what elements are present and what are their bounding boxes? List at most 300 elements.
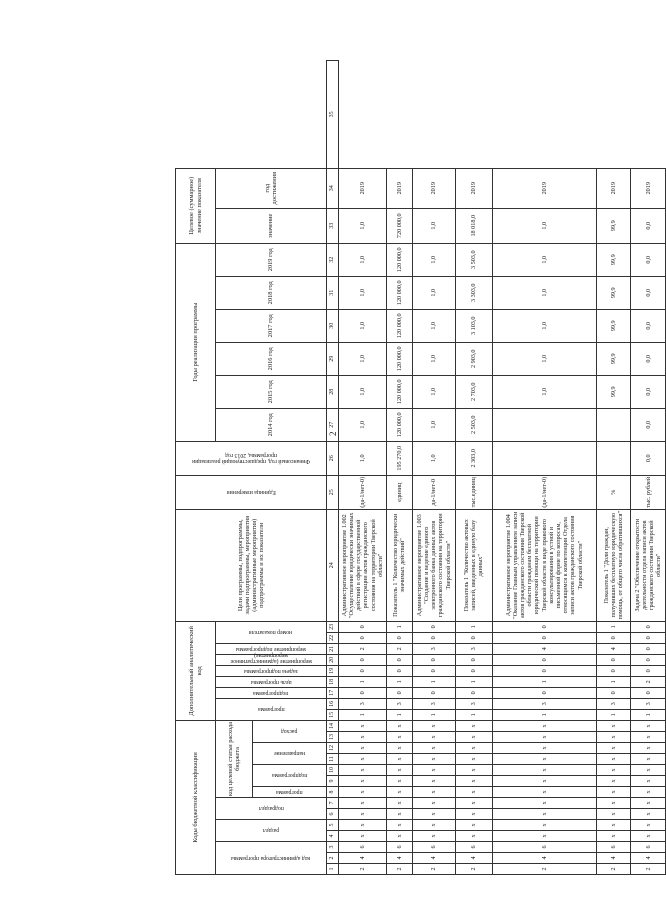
- code-cell: х: [455, 732, 492, 743]
- column-index-cell: 32: [327, 243, 339, 276]
- code-cell: х: [492, 820, 596, 831]
- year-value-cell: 1,0: [412, 243, 455, 276]
- prev-year-cell: 1,0: [412, 441, 455, 475]
- column-index-cell: 10: [327, 765, 339, 776]
- header-ac-event: мероприятие (административное мероприятие): [216, 654, 327, 665]
- code-cell: х: [386, 787, 412, 798]
- code-cell: 0: [631, 665, 666, 676]
- table-row: [338, 61, 386, 875]
- year-value-cell: 120 000,0: [386, 342, 412, 375]
- code-cell: х: [492, 776, 596, 787]
- year-value-cell: 99,9: [596, 243, 631, 276]
- column-index-cell: 4: [327, 831, 339, 842]
- code-cell: х: [412, 754, 455, 765]
- year-value-cell: 120 000,0: [386, 375, 412, 408]
- year-value-cell: 1,0: [338, 243, 386, 276]
- code-cell: х: [455, 765, 492, 776]
- column-index-row: [327, 61, 339, 875]
- code-cell: 0: [412, 654, 455, 665]
- prev-year-cell: 1,0: [338, 441, 386, 475]
- code-cell: 2: [596, 864, 631, 875]
- code-cell: 0: [412, 632, 455, 643]
- code-cell: х: [455, 720, 492, 731]
- year-value-cell: 0,0: [631, 375, 666, 408]
- unit-cell: единиц: [386, 475, 412, 509]
- code-cell: 0: [455, 665, 492, 676]
- year-value-cell: 1,0: [492, 243, 596, 276]
- column-index-cell: 21: [327, 643, 339, 654]
- code-cell: 0: [631, 654, 666, 665]
- code-cell: 0: [631, 687, 666, 698]
- header-extra-code: Дополнительный аналитический код: [176, 621, 216, 720]
- prev-year-cell: 195 270,0: [386, 441, 412, 475]
- header-ac-task-program: цель программы: [216, 676, 327, 687]
- header-ac-indicator: номер показателя: [216, 621, 327, 643]
- header-razdel: раздел: [216, 820, 327, 842]
- code-cell: х: [386, 831, 412, 842]
- code-cell: 0: [596, 665, 631, 676]
- column-index-cell: 7: [327, 798, 339, 809]
- header-budget-codes: Коды бюджетной классификации: [176, 720, 216, 874]
- column-index-cell: 30: [327, 309, 339, 342]
- code-cell: 3: [492, 698, 596, 709]
- code-cell: 4: [492, 643, 596, 654]
- code-cell: 0: [492, 654, 596, 665]
- target-year-cell: 2019: [338, 168, 386, 208]
- code-cell: 1: [386, 621, 412, 632]
- header-year-2019: 2019 год: [216, 243, 327, 276]
- column-index-cell: 12: [327, 743, 339, 754]
- code-cell: х: [631, 809, 666, 820]
- code-cell: 0: [412, 665, 455, 676]
- code-cell: х: [455, 809, 492, 820]
- code-cell: 2: [338, 864, 386, 875]
- header-expense: расход: [253, 720, 327, 742]
- code-cell: 3: [412, 643, 455, 654]
- target-value-cell: 18 018,0: [455, 208, 492, 243]
- code-cell: х: [492, 754, 596, 765]
- code-cell: 6: [596, 842, 631, 853]
- column-index-cell: 26: [327, 441, 339, 475]
- code-cell: 1: [412, 709, 455, 720]
- code-cell: 0: [492, 665, 596, 676]
- header-admin-code: код администратора программы: [216, 842, 327, 875]
- table-row: [596, 61, 631, 875]
- code-cell: 6: [631, 842, 666, 853]
- code-cell: 6: [412, 842, 455, 853]
- column-index-cell: 28: [327, 375, 339, 408]
- code-cell: х: [338, 831, 386, 842]
- column-index-cell: 3: [327, 842, 339, 853]
- year-value-cell: 1,0: [338, 375, 386, 408]
- column-index-cell: 31: [327, 276, 339, 309]
- year-value-cell: 120 000,0: [386, 243, 412, 276]
- code-cell: х: [386, 776, 412, 787]
- header-ac-event-sub: мероприятие подпрограммы: [216, 643, 327, 654]
- year-value-cell: 3 303,0: [455, 276, 492, 309]
- code-cell: 0: [455, 687, 492, 698]
- code-cell: 1: [492, 709, 596, 720]
- code-cell: 0: [412, 687, 455, 698]
- code-cell: 1: [492, 676, 596, 687]
- column-index-cell: 35: [327, 61, 339, 169]
- code-cell: х: [455, 776, 492, 787]
- year-value-cell: 0,0: [631, 276, 666, 309]
- column-index-cell: 2: [327, 853, 339, 864]
- year-value-cell: 99,9: [596, 342, 631, 375]
- target-year-cell: 2019: [492, 168, 596, 208]
- code-cell: 0: [492, 687, 596, 698]
- target-year-cell: 2019: [631, 168, 666, 208]
- code-cell: 6: [386, 842, 412, 853]
- code-cell: 1: [338, 676, 386, 687]
- year-value-cell: 120 000,0: [386, 276, 412, 309]
- column-index-cell: 23: [327, 621, 339, 632]
- code-cell: х: [386, 798, 412, 809]
- code-cell: х: [492, 720, 596, 731]
- year-value-cell: 120 000,0: [386, 408, 412, 441]
- column-index-cell: 5: [327, 820, 339, 831]
- year-value-cell: 1,0: [492, 342, 596, 375]
- code-cell: х: [412, 820, 455, 831]
- year-value-cell: 1,0: [412, 342, 455, 375]
- column-index-cell: 16: [327, 698, 339, 709]
- code-cell: 1: [596, 676, 631, 687]
- header-ac-subprogram: подпрограмма: [216, 687, 327, 698]
- goal-text-cell: Показатель 1 "Количество юридически значимых действий": [386, 509, 412, 621]
- table-row: [412, 61, 455, 875]
- code-cell: х: [412, 798, 455, 809]
- program-table: [175, 60, 666, 875]
- code-cell: х: [492, 831, 596, 842]
- year-value-cell: 1,0: [338, 309, 386, 342]
- code-cell: 1: [455, 709, 492, 720]
- table-row: [455, 61, 492, 875]
- column-index-cell: 24: [327, 509, 339, 621]
- code-cell: х: [596, 743, 631, 754]
- code-cell: х: [596, 831, 631, 842]
- code-cell: 0: [455, 654, 492, 665]
- code-cell: 3: [455, 698, 492, 709]
- year-value-cell: 1,0: [412, 276, 455, 309]
- code-cell: 4: [596, 853, 631, 864]
- code-cell: 0: [596, 632, 631, 643]
- code-cell: 2: [338, 643, 386, 654]
- code-cell: х: [412, 732, 455, 743]
- column-index-cell: 34: [327, 168, 339, 208]
- code-cell: х: [455, 754, 492, 765]
- header-year-2016: 2016 год: [216, 342, 327, 375]
- header-target-article: код целевой статьи расхода бюджета: [216, 720, 253, 797]
- code-cell: 3: [596, 698, 631, 709]
- year-value-cell: 3 503,0: [455, 243, 492, 276]
- header-target-year: год достижения: [216, 168, 327, 208]
- year-value-cell: 99,9: [596, 276, 631, 309]
- target-year-cell: 2019: [596, 168, 631, 208]
- code-cell: 2: [455, 864, 492, 875]
- header-fin-prev: Финансовый год, предшествующий реализации программы, 2013 год: [176, 441, 327, 475]
- code-cell: 1: [455, 621, 492, 632]
- code-cell: 3: [455, 643, 492, 654]
- code-cell: х: [631, 720, 666, 731]
- unit-cell: да-1/нет-0: [412, 475, 455, 509]
- code-cell: 0: [631, 621, 666, 632]
- year-value-cell: 99,9: [596, 309, 631, 342]
- code-cell: 4: [455, 853, 492, 864]
- code-cell: х: [386, 732, 412, 743]
- code-cell: х: [338, 743, 386, 754]
- prev-year-cell: 2 303,0: [455, 441, 492, 475]
- code-cell: 1: [596, 709, 631, 720]
- goal-text-cell: Показатель 1 "Доля граждан, получивших бесплатную юридическую помощь, от общего числа обратившихся": [596, 509, 631, 621]
- header-unit: Единица измерения: [176, 475, 327, 509]
- header-podrazdel: подраздел: [216, 798, 327, 820]
- code-cell: х: [455, 798, 492, 809]
- header-year-2015: 2015 год: [216, 375, 327, 408]
- target-value-cell: 1,0: [338, 208, 386, 243]
- target-value-cell: 99,9: [596, 208, 631, 243]
- code-cell: 1: [386, 676, 412, 687]
- year-value-cell: 0,0: [631, 342, 666, 375]
- column-index-cell: 11: [327, 754, 339, 765]
- page-number: 2: [328, 431, 338, 436]
- code-cell: х: [386, 809, 412, 820]
- code-cell: 3: [412, 698, 455, 709]
- code-cell: х: [386, 765, 412, 776]
- code-cell: 3: [338, 698, 386, 709]
- code-cell: х: [596, 776, 631, 787]
- year-value-cell: 2 903,0: [455, 342, 492, 375]
- code-cell: х: [455, 831, 492, 842]
- code-cell: х: [338, 754, 386, 765]
- code-cell: х: [386, 720, 412, 731]
- target-year-cell: 2019: [386, 168, 412, 208]
- column-index-cell: 19: [327, 665, 339, 676]
- year-value-cell: [596, 408, 631, 441]
- code-cell: х: [412, 765, 455, 776]
- unit-cell: тыс. рублей: [631, 475, 666, 509]
- target-value-cell: 1,0: [492, 208, 596, 243]
- code-cell: х: [412, 809, 455, 820]
- unit-cell: тыс.единиц: [455, 475, 492, 509]
- year-value-cell: 2 503,0: [455, 408, 492, 441]
- code-cell: х: [596, 787, 631, 798]
- code-cell: х: [412, 743, 455, 754]
- year-value-cell: 1,0: [412, 408, 455, 441]
- header-subprogram-col: подпрограмма: [253, 765, 327, 787]
- code-cell: 0: [631, 632, 666, 643]
- year-value-cell: 2 703,0: [455, 375, 492, 408]
- code-cell: х: [631, 743, 666, 754]
- code-cell: 2: [492, 864, 596, 875]
- code-cell: 1: [338, 709, 386, 720]
- year-value-cell: 1,0: [492, 309, 596, 342]
- column-index-cell: 27: [327, 408, 339, 441]
- code-cell: 4: [492, 853, 596, 864]
- code-cell: х: [492, 765, 596, 776]
- code-cell: 0: [386, 654, 412, 665]
- column-index-cell: 20: [327, 654, 339, 665]
- prev-year-cell: [492, 441, 596, 475]
- year-value-cell: 0,0: [631, 243, 666, 276]
- header-year-2017: 2017 год: [216, 309, 327, 342]
- code-cell: х: [412, 787, 455, 798]
- code-cell: 6: [338, 842, 386, 853]
- header-target-value: значение: [216, 208, 327, 243]
- code-cell: х: [338, 776, 386, 787]
- code-cell: 0: [386, 632, 412, 643]
- column-index-cell: 1: [327, 864, 339, 875]
- year-value-cell: 1,0: [412, 309, 455, 342]
- code-cell: 0: [455, 632, 492, 643]
- column-index-cell: 14: [327, 720, 339, 731]
- code-cell: 6: [492, 842, 596, 853]
- code-cell: 0: [596, 654, 631, 665]
- year-value-cell: 3 103,0: [455, 309, 492, 342]
- year-value-cell: [492, 408, 596, 441]
- target-value-cell: 1,0: [412, 208, 455, 243]
- code-cell: 2: [631, 676, 666, 687]
- target-value-cell: 0,0: [631, 208, 666, 243]
- code-cell: 3: [386, 698, 412, 709]
- column-index-cell: 22: [327, 632, 339, 643]
- year-value-cell: 1,0: [492, 375, 596, 408]
- code-cell: х: [596, 820, 631, 831]
- unit-cell: %: [596, 475, 631, 509]
- code-cell: х: [386, 820, 412, 831]
- column-index-cell: 8: [327, 787, 339, 798]
- code-cell: х: [412, 720, 455, 731]
- code-cell: х: [631, 765, 666, 776]
- code-cell: х: [492, 732, 596, 743]
- code-cell: 2: [412, 864, 455, 875]
- code-cell: 2: [631, 864, 666, 875]
- column-index-cell: 29: [327, 342, 339, 375]
- code-cell: 1: [596, 621, 631, 632]
- code-cell: х: [338, 798, 386, 809]
- code-cell: 4: [596, 643, 631, 654]
- column-index-cell: 33: [327, 208, 339, 243]
- code-cell: х: [631, 798, 666, 809]
- target-year-cell: 2019: [455, 168, 492, 208]
- code-cell: х: [386, 754, 412, 765]
- code-cell: 4: [338, 853, 386, 864]
- code-cell: х: [455, 743, 492, 754]
- code-cell: х: [631, 787, 666, 798]
- code-cell: х: [455, 820, 492, 831]
- code-cell: х: [338, 787, 386, 798]
- column-index-cell: 17: [327, 687, 339, 698]
- code-cell: х: [412, 831, 455, 842]
- code-cell: 0: [386, 687, 412, 698]
- goal-text-cell: Задача 2 "Обеспечение открытости деятельности отдела записи актов гражданского состояния Тверской области": [631, 509, 666, 621]
- code-cell: х: [412, 776, 455, 787]
- code-cell: х: [631, 776, 666, 787]
- code-cell: 1: [412, 676, 455, 687]
- year-value-cell: 1,0: [338, 408, 386, 441]
- code-cell: х: [338, 809, 386, 820]
- code-cell: 0: [386, 665, 412, 676]
- unit-cell: (да-1/нет-0): [492, 475, 596, 509]
- column-index-cell: 9: [327, 776, 339, 787]
- code-cell: 0: [338, 632, 386, 643]
- code-cell: 1: [455, 676, 492, 687]
- year-value-cell: 1,0: [412, 375, 455, 408]
- table-row: [386, 61, 412, 875]
- header-year-2014: 2014 год: [216, 408, 327, 441]
- code-cell: 0: [492, 632, 596, 643]
- column-index-cell: 6: [327, 809, 339, 820]
- header-target: Целевое (суммарное) значение показателя: [176, 168, 216, 243]
- code-cell: 2: [386, 643, 412, 654]
- unit-cell: (да-1/нет-0): [338, 475, 386, 509]
- code-cell: 1: [386, 709, 412, 720]
- goal-text-cell: Административное мероприятие 1.004 "Оказание Главным управлением записи актов гражданского состояния Тверской области гражданам бесплатной юридической помощи на территории Тверской области в виде правового консультирования в устной и письменной форме по вопросам, относящимся к компетенции Отдела записи актов гражданского состояния Тверской области": [492, 509, 596, 621]
- code-cell: 0: [412, 621, 455, 632]
- target-year-cell: 2019: [412, 168, 455, 208]
- goal-text-cell: Административное мероприятие 1.002 "Осуществление юридически значимых действий в сфере государственной регистрации актов гражданского состояния на территории Тверской области": [338, 509, 386, 621]
- code-cell: х: [338, 720, 386, 731]
- year-value-cell: 99,9: [596, 375, 631, 408]
- code-cell: х: [631, 820, 666, 831]
- year-value-cell: 1,0: [492, 276, 596, 309]
- code-cell: х: [338, 820, 386, 831]
- header-years: Годы реализации программы: [176, 243, 216, 441]
- code-cell: 0: [338, 621, 386, 632]
- header-program-col: программа: [253, 787, 327, 798]
- rotated-table-container: [175, 60, 663, 875]
- code-cell: 0: [338, 665, 386, 676]
- code-cell: 1: [631, 709, 666, 720]
- code-cell: 4: [631, 853, 666, 864]
- column-index-cell: 18: [327, 676, 339, 687]
- code-cell: 6: [455, 842, 492, 853]
- header-goals: Цели программы, подпрограммы, задачи подпрограммы, мероприятия (административные мероприятия) подпрограммы и их показатели: [176, 509, 327, 621]
- code-cell: х: [455, 787, 492, 798]
- code-cell: 0: [596, 687, 631, 698]
- header-ac-program: программа: [216, 698, 327, 720]
- code-cell: 4: [386, 853, 412, 864]
- code-cell: х: [596, 732, 631, 743]
- goal-text-cell: Административное мероприятие 1.003 "Создание и ведение единого электронного банка данных актов гражданского состояния на территории Тверской области": [412, 509, 455, 621]
- code-cell: 0: [492, 621, 596, 632]
- code-cell: х: [596, 765, 631, 776]
- header-year-2018: 2018 год: [216, 276, 327, 309]
- code-cell: х: [386, 743, 412, 754]
- table-row: [631, 61, 666, 875]
- code-cell: х: [596, 798, 631, 809]
- year-value-cell: 1,0: [338, 342, 386, 375]
- code-cell: х: [338, 732, 386, 743]
- code-cell: х: [338, 765, 386, 776]
- code-cell: 3: [631, 698, 666, 709]
- code-cell: х: [596, 809, 631, 820]
- table-row: [492, 61, 596, 875]
- code-cell: х: [596, 720, 631, 731]
- code-cell: 0: [338, 654, 386, 665]
- column-index-cell: 13: [327, 732, 339, 743]
- code-cell: 0: [338, 687, 386, 698]
- code-cell: х: [631, 732, 666, 743]
- prev-year-cell: 0,0: [631, 441, 666, 475]
- year-value-cell: 120 000,0: [386, 309, 412, 342]
- target-value-cell: 720 000,0: [386, 208, 412, 243]
- goal-text-cell: Показатель 1 "Количество актовых записей, введенных в единую базу данных": [455, 509, 492, 621]
- code-cell: х: [596, 754, 631, 765]
- header-direction: направление: [253, 743, 327, 765]
- code-cell: 2: [386, 864, 412, 875]
- code-cell: х: [631, 831, 666, 842]
